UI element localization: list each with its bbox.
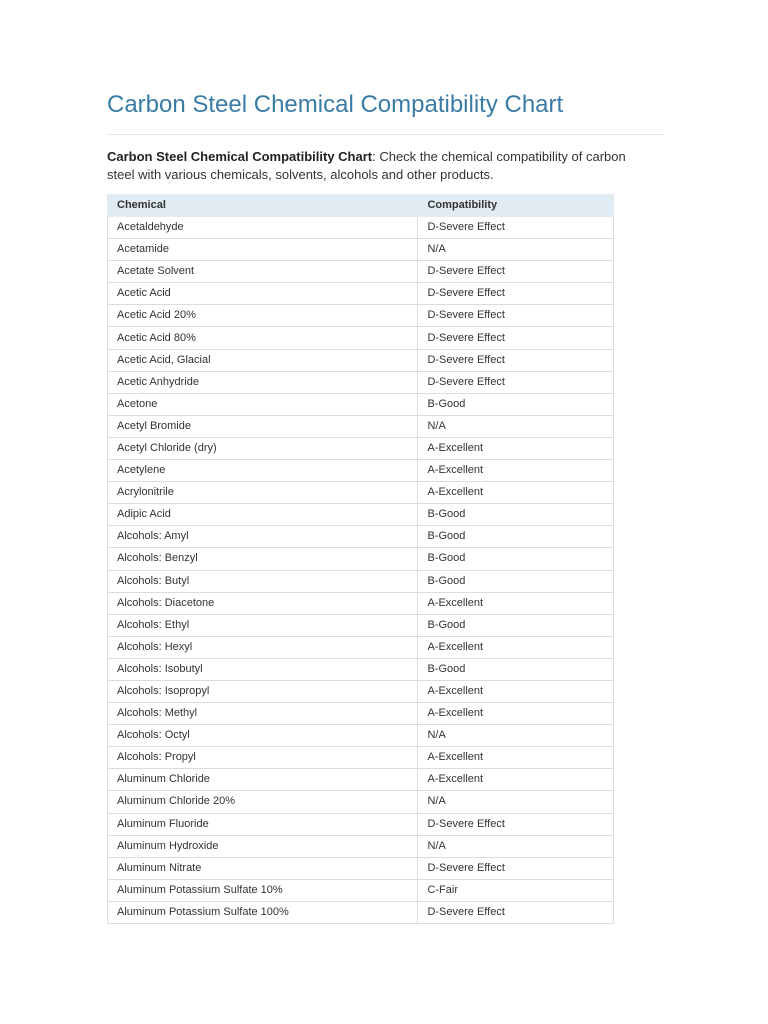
table-row xyxy=(108,327,614,349)
compatibility-cell: D-Severe Effect xyxy=(418,813,614,835)
chemical-cell: Alcohols: Amyl xyxy=(108,526,418,548)
chemical-cell: Aluminum Chloride 20% xyxy=(108,791,418,813)
chemical-cell: Acetone xyxy=(108,393,418,415)
compatibility-cell: A-Excellent xyxy=(418,747,614,769)
compatibility-cell: B-Good xyxy=(418,570,614,592)
compatibility-cell: D-Severe Effect xyxy=(418,217,614,239)
compatibility-cell: B-Good xyxy=(418,548,614,570)
table-row xyxy=(108,437,614,459)
table-row xyxy=(108,482,614,504)
table-row xyxy=(108,460,614,482)
chemical-cell: Aluminum Nitrate xyxy=(108,857,418,879)
intro-paragraph xyxy=(107,148,647,183)
compatibility-cell: B-Good xyxy=(418,504,614,526)
compatibility-cell: D-Severe Effect xyxy=(418,857,614,879)
compatibility-cell: A-Excellent xyxy=(418,592,614,614)
table-row xyxy=(108,526,614,548)
compatibility-cell: D-Severe Effect xyxy=(418,327,614,349)
chemical-cell: Acetic Anhydride xyxy=(108,371,418,393)
table-row xyxy=(108,504,614,526)
compatibility-cell: B-Good xyxy=(418,614,614,636)
table-row xyxy=(108,349,614,371)
table-row xyxy=(108,570,614,592)
chemical-cell: Alcohols: Octyl xyxy=(108,725,418,747)
chemical-cell: Alcohols: Benzyl xyxy=(108,548,418,570)
compatibility-cell: B-Good xyxy=(418,393,614,415)
compatibility-cell: A-Excellent xyxy=(418,703,614,725)
chemical-cell: Alcohols: Methyl xyxy=(108,703,418,725)
table-row xyxy=(108,901,614,923)
chemical-cell: Aluminum Potassium Sulfate 100% xyxy=(108,901,418,923)
table-row xyxy=(108,879,614,901)
page-title: Carbon Steel Chemical Compatibility Chart xyxy=(107,91,564,118)
table-row xyxy=(108,835,614,857)
chemical-cell: Alcohols: Diacetone xyxy=(108,592,418,614)
intro-text: : Check the chemical compatibility of carbon steel with various chemicals, solvents, alcohols and other products. xyxy=(107,149,626,182)
chemical-cell: Aluminum Chloride xyxy=(108,769,418,791)
compatibility-cell: N/A xyxy=(418,415,614,437)
chemical-cell: Aluminum Potassium Sulfate 10% xyxy=(108,879,418,901)
table-row xyxy=(108,725,614,747)
compatibility-table xyxy=(107,194,614,924)
table-row xyxy=(108,548,614,570)
compatibility-cell: A-Excellent xyxy=(418,769,614,791)
compatibility-cell: D-Severe Effect xyxy=(418,901,614,923)
title-divider xyxy=(107,134,664,135)
compatibility-cell: N/A xyxy=(418,835,614,857)
chemical-cell: Alcohols: Ethyl xyxy=(108,614,418,636)
table-row xyxy=(108,239,614,261)
compatibility-cell: N/A xyxy=(418,725,614,747)
compatibility-cell: A-Excellent xyxy=(418,636,614,658)
chemical-cell: Acetate Solvent xyxy=(108,261,418,283)
column-header-chemical: Chemical xyxy=(108,195,418,217)
table-header-row xyxy=(108,195,614,217)
compatibility-cell: D-Severe Effect xyxy=(418,283,614,305)
compatibility-cell: D-Severe Effect xyxy=(418,371,614,393)
compatibility-cell: A-Excellent xyxy=(418,482,614,504)
table-row xyxy=(108,592,614,614)
chemical-cell: Acetic Acid, Glacial xyxy=(108,349,418,371)
table-row xyxy=(108,791,614,813)
intro-bold-lead: Carbon Steel Chemical Compatibility Chart xyxy=(107,149,373,164)
chemical-cell: Acetamide xyxy=(108,239,418,261)
compatibility-cell: D-Severe Effect xyxy=(418,349,614,371)
table-row xyxy=(108,658,614,680)
table-row xyxy=(108,769,614,791)
compatibility-cell: N/A xyxy=(418,791,614,813)
table-row xyxy=(108,261,614,283)
table-row xyxy=(108,283,614,305)
compatibility-cell: A-Excellent xyxy=(418,437,614,459)
compatibility-cell: B-Good xyxy=(418,658,614,680)
chemical-cell: Alcohols: Propyl xyxy=(108,747,418,769)
compatibility-cell: A-Excellent xyxy=(418,680,614,702)
chemical-cell: Alcohols: Isopropyl xyxy=(108,680,418,702)
table-row xyxy=(108,857,614,879)
table-body xyxy=(108,217,614,924)
chemical-cell: Alcohols: Isobutyl xyxy=(108,658,418,680)
chemical-cell: Aluminum Hydroxide xyxy=(108,835,418,857)
chemical-cell: Acetic Acid 20% xyxy=(108,305,418,327)
table-row xyxy=(108,614,614,636)
chemical-cell: Acetyl Chloride (dry) xyxy=(108,437,418,459)
compatibility-cell: D-Severe Effect xyxy=(418,261,614,283)
compatibility-cell: N/A xyxy=(418,239,614,261)
chemical-cell: Acrylonitrile xyxy=(108,482,418,504)
table-row xyxy=(108,703,614,725)
compatibility-cell: D-Severe Effect xyxy=(418,305,614,327)
chemical-cell: Alcohols: Butyl xyxy=(108,570,418,592)
compatibility-cell: C-Fair xyxy=(418,879,614,901)
table-row xyxy=(108,636,614,658)
table-row xyxy=(108,393,614,415)
column-header-compatibility: Compatibility xyxy=(418,195,614,217)
table-row xyxy=(108,305,614,327)
chemical-cell: Acetic Acid xyxy=(108,283,418,305)
compatibility-cell: B-Good xyxy=(418,526,614,548)
table-row xyxy=(108,747,614,769)
table-row xyxy=(108,813,614,835)
compatibility-cell: A-Excellent xyxy=(418,460,614,482)
table-row xyxy=(108,217,614,239)
chemical-cell: Acetic Acid 80% xyxy=(108,327,418,349)
table-row xyxy=(108,680,614,702)
chemical-cell: Acetylene xyxy=(108,460,418,482)
table-row xyxy=(108,371,614,393)
table-row xyxy=(108,415,614,437)
chemical-cell: Aluminum Fluoride xyxy=(108,813,418,835)
chemical-cell: Acetaldehyde xyxy=(108,217,418,239)
chemical-cell: Acetyl Bromide xyxy=(108,415,418,437)
chemical-cell: Alcohols: Hexyl xyxy=(108,636,418,658)
chemical-cell: Adipic Acid xyxy=(108,504,418,526)
